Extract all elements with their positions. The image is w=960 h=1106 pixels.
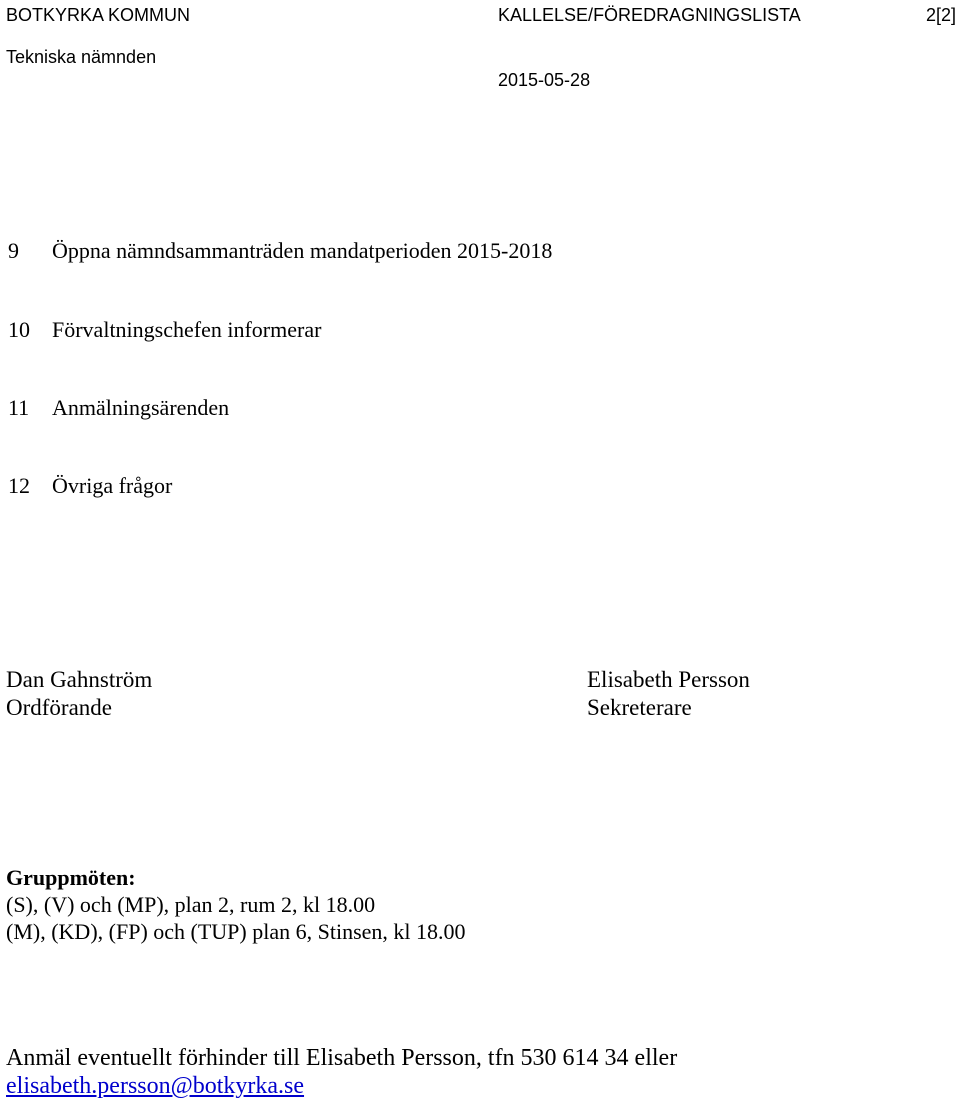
chair-name: Dan Gahnström: [6, 667, 153, 692]
signature-chair: [6, 666, 152, 722]
footer-notice: [6, 1044, 677, 1100]
group-meeting-line: (M), (KD), (FP) och (TUP) plan 6, Stinsen, kl 18.00: [6, 919, 466, 944]
secretary-name: Elisabeth Persson: [587, 667, 750, 692]
org-name: BOTKYRKA KOMMUN: [6, 5, 191, 25]
agenda-item-title: Förvaltningschefen informerar: [52, 317, 322, 342]
footer-text: Anmäl eventuellt förhinder till Elisabeth Persson, tfn 530 614 34 eller: [6, 1045, 678, 1071]
email-link[interactable]: elisabeth.persson@botkyrka.se: [6, 1073, 305, 1099]
agenda-item: [8, 317, 321, 343]
agenda-item-number: 9: [8, 238, 19, 263]
agenda-item: [8, 238, 552, 264]
group-meeting-line: (S), (V) och (MP), plan 2, rum 2, kl 18.00: [6, 892, 376, 917]
page-number: 2[2]: [926, 5, 957, 25]
agenda-item-number: 10: [8, 317, 30, 342]
secretary-role: Sekreterare: [587, 695, 692, 720]
agenda-item: [8, 473, 172, 499]
agenda-item-title: Öppna nämndsammanträden mandatperioden 2015-2018: [52, 238, 553, 263]
agenda-item: [8, 395, 229, 421]
signature-secretary: [587, 666, 750, 722]
meeting-date: 2015-05-28: [498, 70, 591, 90]
document-type: KALLELSE/FÖREDRAGNINGSLISTA: [498, 5, 801, 25]
group-meetings: [6, 864, 466, 945]
agenda-item-title: Övriga frågor: [52, 473, 173, 498]
group-meetings-heading: Gruppmöten:: [6, 865, 136, 890]
agenda-item-title: Anmälningsärenden: [52, 395, 230, 420]
committee-name: Tekniska nämnden: [6, 47, 157, 67]
agenda-item-number: 12: [8, 473, 30, 498]
chair-role: Ordförande: [6, 695, 113, 720]
agenda-item-number: 11: [8, 395, 30, 420]
